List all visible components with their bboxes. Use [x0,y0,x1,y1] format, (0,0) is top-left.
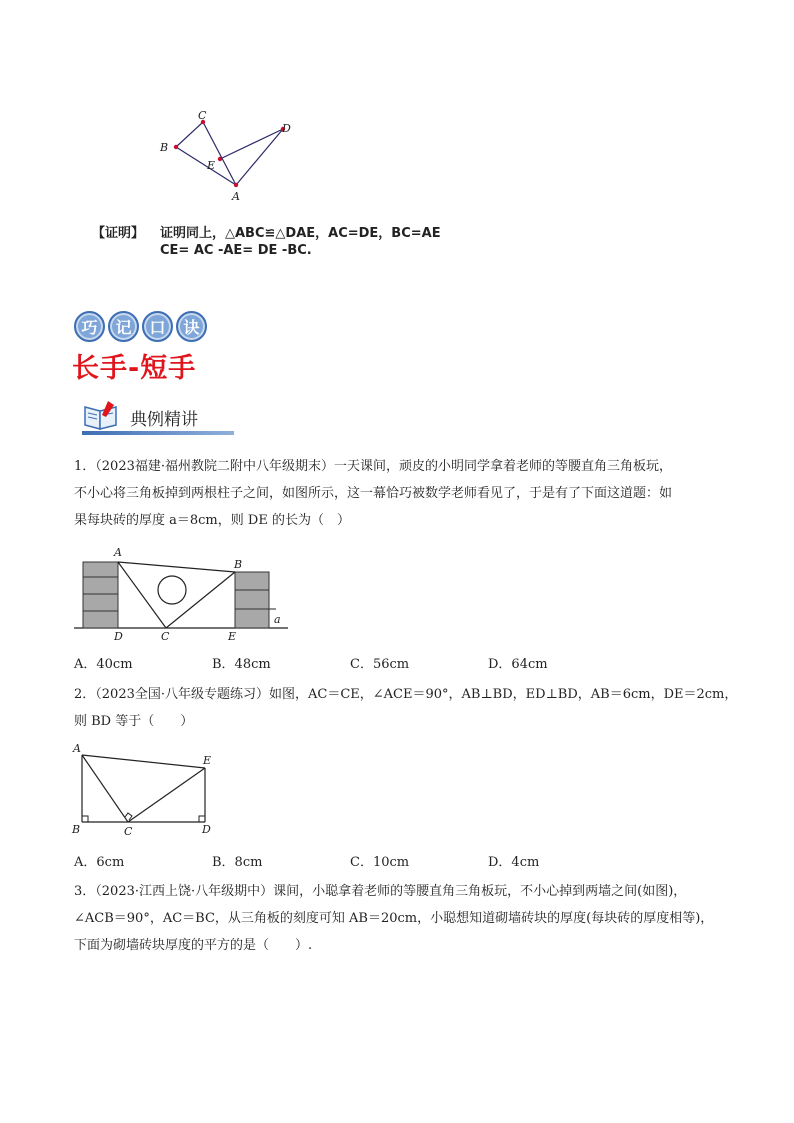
q2-option-d: D．4cm [488,855,540,870]
label-A: A [232,190,240,203]
q1-option-a: A．40cm [74,657,133,672]
q2-option-c: C．10cm [350,855,410,870]
badge-1: 巧 [74,311,105,342]
q2-options [74,851,626,870]
q2-label-B: B [72,823,81,836]
section-underline [82,431,234,435]
top-geometry-figure [150,105,310,205]
badge-4: 诀 [176,311,207,342]
proof-line-2: CE= AC -AE= DE -BC. [160,243,312,258]
q3-line-3: 下面为砌墙砖块厚度的平方的是（ ）. [74,938,313,953]
q1-line-1: 1．（2023福建·福州教院二附中八年级期末）一天课间，顽皮的小明同学拿着老师的等腰直角三角板玩， [74,459,672,474]
q3-line-2: ∠ACB＝90°，AC＝BC，从三角板的刻度可知 AB＝20cm，小聪想知道砌墙砖块的厚度(每块砖的厚度相等)， [74,911,714,926]
q2-label-E: E [203,754,212,767]
q2-option-a: A．6cm [74,855,125,870]
q1-figure [72,543,292,643]
proof-tag: 【证明】 [92,226,145,241]
badge-3: 口 [142,311,173,342]
q2-label-D: D [202,823,211,836]
q2-label-A: A [73,742,81,755]
q1-line-3: 果每块砖的厚度 a＝8cm，则 DE 的长为（ ） [74,513,350,528]
mnemonic-title: 长手-短手 [72,353,197,384]
q2-label-C: C [124,825,133,838]
label-B: B [160,141,169,154]
label-E: E [207,159,216,172]
q1-label-D: D [114,630,123,643]
q1-label-E: E [228,630,237,643]
q1-option-b: B．48cm [212,657,271,672]
q1-label-a: a [274,613,281,626]
q2-figure [70,740,220,840]
q1-options [74,653,626,672]
q2-option-b: B．8cm [212,855,263,870]
mnemonic-badges [74,311,207,342]
q1-label-A: A [114,546,122,559]
q1-line-2: 不小心将三角板掉到两根柱子之间，如图所示，这一幕恰巧被数学老师看见了，于是有了下面这道题：如 [74,486,673,501]
label-D: D [282,122,291,135]
q2-line-2: 则 BD 等于（ ） [74,714,194,729]
section-header [82,397,234,439]
q1-label-B: B [234,558,243,571]
q1-label-C: C [161,630,170,643]
q3-line-1: 3．（2023·江西上饶·八年级期中）课间，小聪拿着老师的等腰直角三角板玩，不小心掉到两墙之间(如图)， [74,884,687,899]
q2-line-1: 2．（2023全国·八年级专题练习）如图，AC＝CE，∠ACE＝90°，AB⊥BD，ED⊥BD，AB＝6cm，DE＝2cm， [74,687,738,702]
proof-line-1: 证明同上，△ABC≌△DAE，AC=DE，BC=AE [160,226,441,241]
label-C: C [198,109,207,122]
section-title: 典例精讲 [130,410,198,430]
badge-2: 记 [108,311,139,342]
book-icon [82,399,120,431]
q1-option-c: C．56cm [350,657,410,672]
q1-option-d: D．64cm [488,657,548,672]
